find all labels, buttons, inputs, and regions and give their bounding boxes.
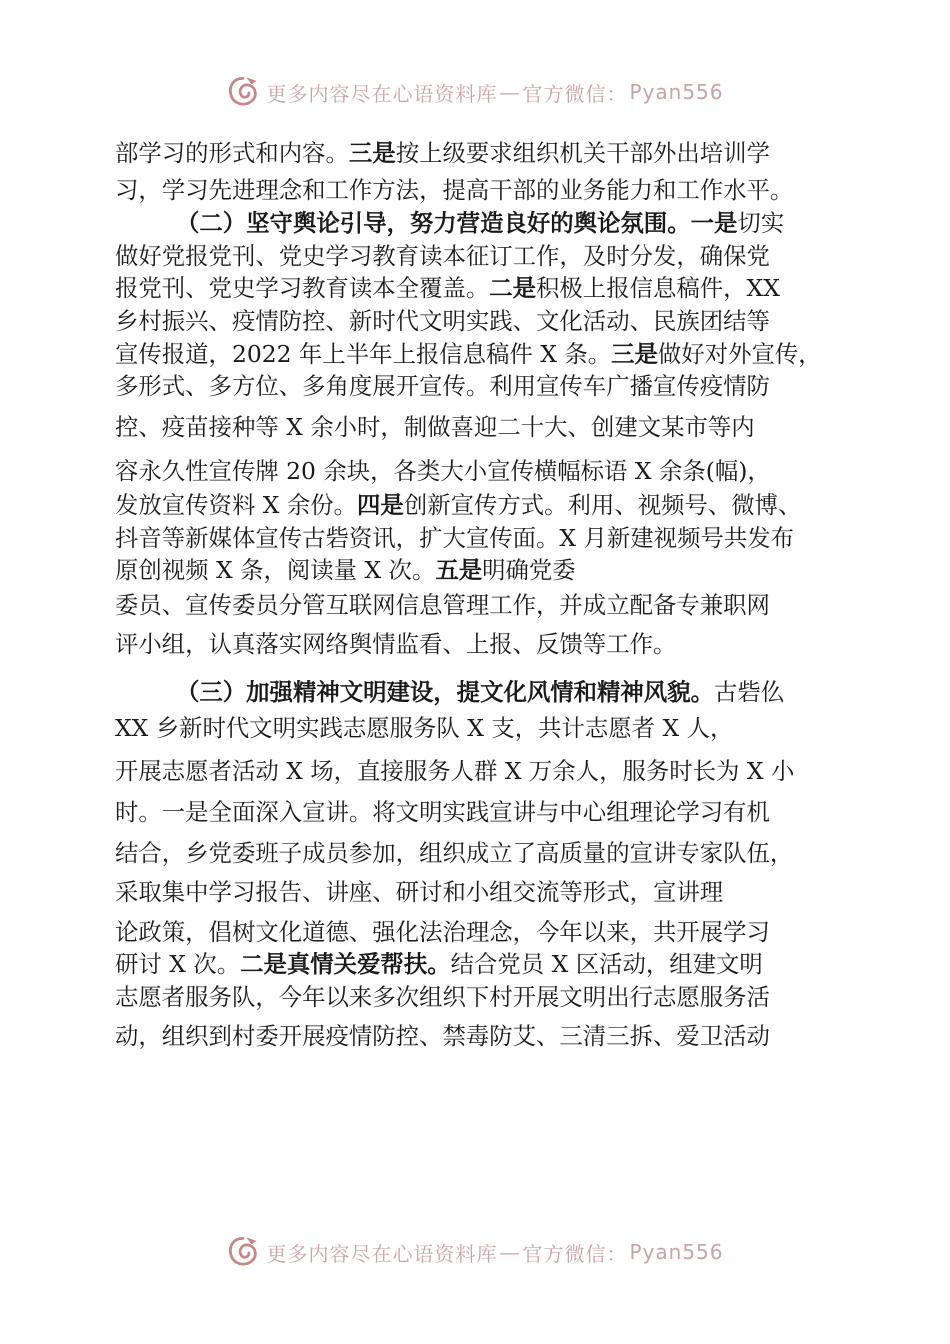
text-line-21: 采取集中学习报告、讲座、研讨和小组交流等形式，宣讲理 [115, 878, 724, 906]
text-line-17: XX 乡新时代文明实践志愿服务队 X 支，共计志愿者 X 人， [115, 714, 734, 742]
text-line-25: 动，组织到村委开展疫情防控、禁毒防艾、三清三拆、爱卫活动 [115, 1022, 770, 1050]
watermark-account: Pyan556 [629, 1240, 724, 1264]
text-line-2: 习，学习先进理念和工作方法，提高干部的业务能力和工作水平。 [115, 176, 794, 204]
text-line-23: 研讨 X 次。二是真情关爱帮扶。结合党员 X 区活动，组建文明 [115, 950, 763, 978]
text-line-5: 报党刊、党史学习教育读本全覆盖。二是积极上报信息稿件，XX [115, 274, 780, 302]
text-line-7: 宣传报道，2022 年上半年上报信息稿件 X 条。三是做好对外宣传， [115, 340, 822, 368]
watermark-suffix: 官方微信： [522, 81, 628, 106]
text-line-8: 多形式、多方位、多角度展开宣传。利用宣传车广播宣传疫情防 [115, 372, 770, 400]
text-line-11: 发放宣传资料 X 余份。四是创新宣传方式。利用、视频号、微博、 [115, 491, 802, 519]
text-line-20: 结合，乡党委班子成员参加，组织成立了高质量的宣讲专家队伍， [115, 839, 794, 867]
text-line-1: 部学习的形式和内容。三是按上级要求组织机关干部外出培训学 [115, 139, 770, 167]
text-line-6: 乡村振兴、疫情防控、新时代文明实践、文化活动、民族团结等 [115, 307, 770, 335]
text-line-24: 志愿者服务队，今年以来多次组织下村开展文明出行志愿服务活 [115, 983, 770, 1011]
text-line-10: 容永久性宣传牌 20 余块，各类大小宣传横幅标语 X 余条(幅)， [115, 457, 771, 485]
text-line-14: 委员、宣传委员分管互联网信息管理工作，并成立配备专兼职网 [115, 591, 770, 619]
watermark-suffix: 官方微信： [522, 1241, 628, 1266]
watermark-dash: — [499, 1240, 521, 1264]
footer-watermark [0, 1232, 950, 1272]
text-line-4: 做好党报党刊、党史学习教育读本征订工作，及时分发，确保党 [115, 242, 770, 270]
watermark-text: 更多内容尽在心语资料库 [266, 1241, 498, 1266]
text-line-19: 时。一是全面深入宣讲。将文明实践宣讲与中心组理论学习有机 [115, 798, 770, 826]
watermark-text: 更多内容尽在心语资料库 [266, 81, 498, 106]
brush-swirl-icon [226, 75, 260, 109]
section-heading-3: （三）加强精神文明建设，提文化风情和精神风貌。古砦仫 [176, 678, 785, 706]
text-line-15: 评小组，认真落实网络舆情监看、上报、反馈等工作。 [115, 630, 677, 658]
section-heading-2: （二）坚守舆论引导，努力营造良好的舆论氛围。一是切实 [176, 209, 785, 237]
header-watermark [0, 72, 950, 112]
text-line-9: 控、疫苗接种等 X 余小时，制做喜迎二十大、创建文某市等内 [115, 413, 755, 441]
text-line-22: 论政策，倡树文化道德、强化法治理念，今年以来，共开展学习 [115, 918, 770, 946]
text-line-12: 抖音等新媒体宣传古砦资讯，扩大宣传面。X 月新建视频号共发布 [115, 524, 795, 552]
watermark-dash: — [499, 80, 521, 104]
watermark-account: Pyan556 [629, 80, 724, 104]
text-line-13: 原创视频 X 条，阅读量 X 次。五是明确党委 [115, 556, 576, 584]
brush-swirl-icon [226, 1235, 260, 1269]
text-line-18: 开展志愿者活动 X 场，直接服务人群 X 万余人，服务时长为 X 小 [115, 757, 795, 785]
